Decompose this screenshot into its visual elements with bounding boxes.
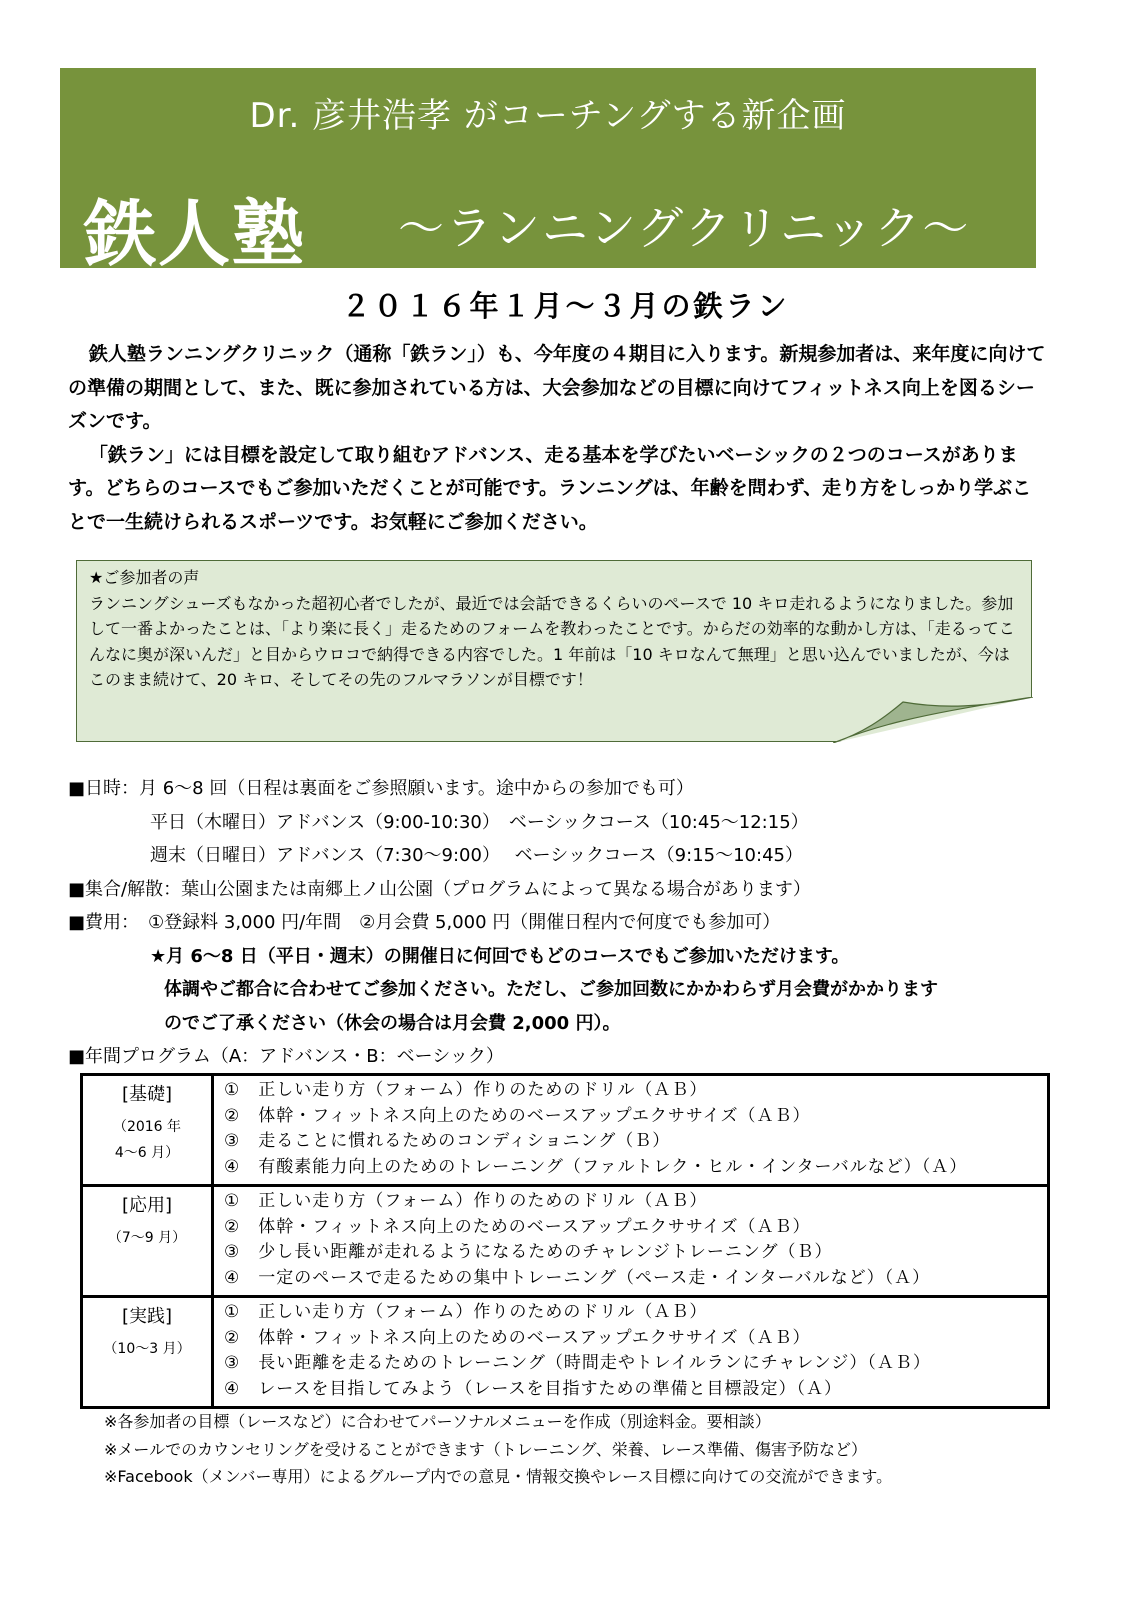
- table-row: [82, 1186, 1049, 1297]
- table-row: [82, 1075, 1049, 1186]
- banner-subtitle: Dr. 彦井浩孝 がコーチングする新企画: [249, 96, 847, 136]
- title-banner: [60, 68, 1036, 276]
- banner-title-sub: ～ランニングクリニック～: [398, 201, 971, 255]
- voice-title: ★ご参加者の声: [89, 568, 200, 587]
- term-cell: [82, 1297, 213, 1408]
- weekday-schedule: 平日（木曜日）アドバンス（9:00-10:30） ベーシックコース（10:45～12:15）: [150, 811, 809, 833]
- section-heading: ２０１６年１月～３月の鉄ラン: [341, 289, 790, 323]
- list-item: ③ 走ることに慣れるためのコンディショニング（Ｂ）: [224, 1131, 671, 1151]
- list-item: ④ レースを目指してみよう（レースを目指すための準備と目標設定）（Ａ）: [224, 1378, 843, 1399]
- weekend-schedule: 週末（日曜日）アドバンス（7:30～9:00） ベーシックコース（9:15～10:45）: [150, 845, 803, 866]
- fee-line: ■費用： ①登録料 3,000 円/年間 ②月会費 5,000 円（開催日程内で何度でも参加可）: [68, 912, 781, 933]
- list-item: ① 正しい走り方（フォーム）作りのためのドリル（ＡＢ）: [224, 1080, 708, 1100]
- list-item: ② 体幹・フィットネス向上のためのベースアップエクササイズ（ＡＢ）: [224, 1216, 811, 1237]
- program-title: ■年間プログラム（A：アドバンス・B：ベーシック）: [68, 1046, 504, 1067]
- footnote: ※Facebook（メンバー専用）によるグループ内での意見・情報交換やレース目標に向けての交流ができます。: [104, 1467, 893, 1486]
- footnote: ※メールでのカウンセリングを受けることができます（トレーニング、栄養、レース準備、傷害予防など）: [104, 1439, 868, 1459]
- table-row: [82, 1297, 1049, 1408]
- participant-voice-callout: [76, 560, 1032, 742]
- list-item: ④ 一定のペースで走るための集中トレーニング（ペース走・インターバルなど）（Ａ）: [224, 1267, 931, 1288]
- term-cell: [82, 1075, 213, 1186]
- page-curl-icon: [833, 697, 1033, 743]
- list-item: ④ 有酸素能力向上のためのトレーニング（ファルトレク・ヒル・インターバルなど）（Ａ）: [224, 1156, 968, 1177]
- list-item: ③ 長い距離を走るためのトレーニング（時間走やトレイルランにチャレンジ）（ＡＢ）: [224, 1353, 931, 1373]
- term-items: [213, 1186, 1049, 1297]
- intro-text: [68, 338, 1046, 539]
- footnote: ※各参加者の目標（レースなど）に合わせてパーソナルメニューを作成（別途料金。要相談）: [104, 1412, 771, 1431]
- schedule-line: ■日時：月 6～8 回（日程は裏面をご参照願います。途中からの参加でも可）: [68, 778, 694, 799]
- term-name: [応用]: [121, 1195, 173, 1216]
- term-period: （2016 年 4～6 月）: [112, 1119, 182, 1161]
- list-item: ① 正しい走り方（フォーム）作りのためのドリル（ＡＢ）: [224, 1302, 708, 1322]
- term-name: [基礎]: [121, 1084, 173, 1105]
- term-items: [213, 1075, 1049, 1186]
- list-item: ② 体幹・フィットネス向上のためのベースアップエクササイズ（ＡＢ）: [224, 1327, 811, 1348]
- voice-body: ランニングシューズもなかった超初心者でしたが、最近では会話できるくらいのペースで 10 キロ走れるようになりました。参加して一番よかったことは、「より楽に長く」走るためのフォームを教わったことです。からだの効率的な動かし方は、「走るってこんなに奥が深いんだ」と目からウロコで納得できる内容でした。1 年前は「10 キロなんて無理」と思い込んでいましたが、今はこのまま続けて、20 キロ、そしてその先のフルマラソンが目標です！: [89, 593, 1015, 689]
- list-item: ② 体幹・フィットネス向上のためのベースアップエクササイズ（ＡＢ）: [224, 1105, 811, 1126]
- meeting-place: ■集合/解散：葉山公園または南郷上ノ山公園（プログラムによって異なる場合があります）: [68, 878, 811, 900]
- list-item: ① 正しい走り方（フォーム）作りのためのドリル（ＡＢ）: [224, 1191, 708, 1211]
- term-period: （7～9 月）: [107, 1230, 187, 1246]
- info-section: [68, 772, 1068, 1074]
- term-name: [実践]: [121, 1306, 173, 1327]
- fee-note: ★月 6～8 日（平日・週末）の開催日に何回でもどのコースでもご参加いただけます。: [150, 945, 850, 967]
- intro-paragraph: 鉄人塾ランニングクリニック（通称「鉄ラン」）も、今年度の４期目に入ります。新規参加者は、来年度に向けての準備の期間として、また、既に参加されている方は、大会参加などの目標に向けてフィットネス向上を図るシーズンです。: [68, 343, 1046, 432]
- banner-title: 鉄人塾: [84, 192, 307, 276]
- list-item: ③ 少し長い距離が走れるようになるためのチャレンジトレーニング（Ｂ）: [224, 1242, 833, 1262]
- intro-paragraph: 「鉄ラン」には目標を設定して取り組むアドバンス、走る基本を学びたいベーシックの２つのコースがあります。どちらのコースでもご参加いただくことが可能です。ランニングは、年齢を問わず、走り方をしっかり学ぶことで一生続けられるスポーツです。お気軽にご参加ください。: [68, 443, 1032, 533]
- term-cell: [82, 1186, 213, 1297]
- term-period: （10～3 月）: [103, 1341, 191, 1357]
- fee-note: のでご了承ください（休会の場合は月会費 2,000 円）。: [164, 1012, 621, 1034]
- annual-program-table: [80, 1073, 1050, 1409]
- term-items: [213, 1297, 1049, 1408]
- footnotes: [104, 1408, 892, 1491]
- fee-note: 体調やご都合に合わせてご参加ください。ただし、ご参加回数にかかわらず月会費がかかります: [164, 979, 938, 1000]
